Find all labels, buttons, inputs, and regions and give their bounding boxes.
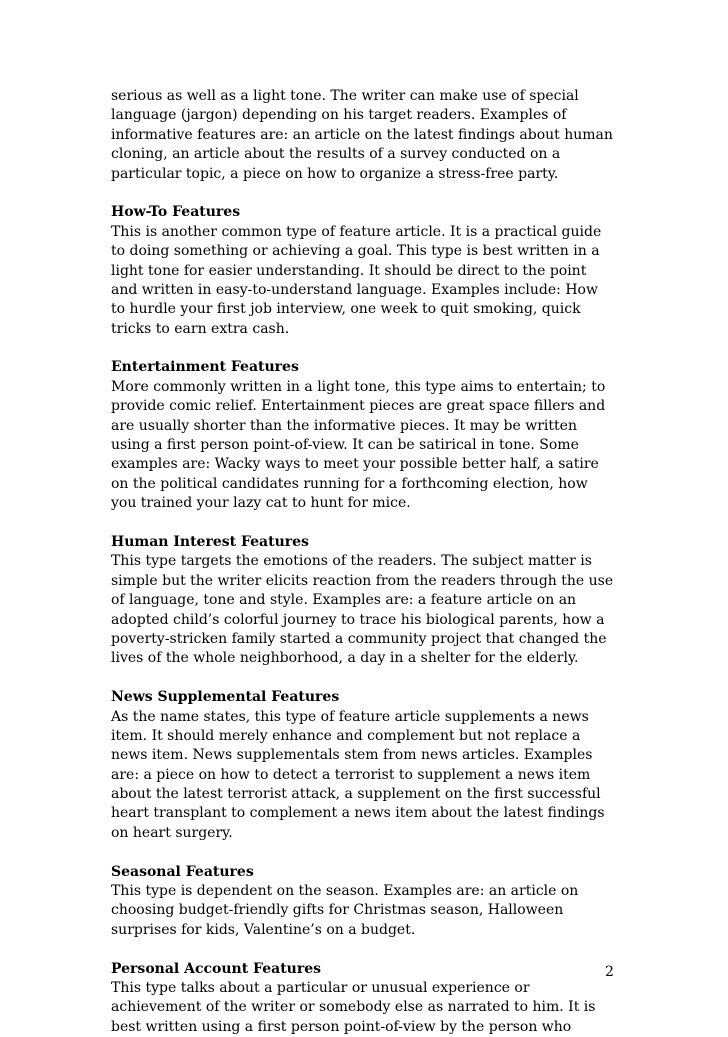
text-line: news item. News supplementals stem from news articles. Examples (111, 747, 593, 764)
text-line: As the name states, this type of feature article supplements a news (111, 708, 589, 725)
text-line: to doing something or achieving a goal. This type is best written in a (111, 243, 600, 260)
text-line: This type targets the emotions of the readers. The subject matter is (111, 553, 592, 570)
text-line: poverty-stricken family started a community project that changed the (111, 630, 607, 647)
section-paragraph (111, 223, 621, 339)
text-line: provide comic relief. Entertainment pieces are great space fillers and (111, 398, 606, 415)
section-heading: Entertainment Features (111, 359, 299, 376)
text-line: achievement of the writer or somebody else as narrated to him. It is (111, 999, 596, 1016)
section-paragraph (111, 979, 621, 1037)
section-personal-account (111, 960, 621, 1037)
text-line: choosing budget-friendly gifts for Christmas season, Halloween (111, 902, 564, 919)
text-line: examples are: Wacky ways to meet your possible better half, a satire (111, 456, 599, 473)
section-how-to (111, 203, 621, 339)
section-seasonal (111, 863, 621, 941)
section-news-supplemental (111, 688, 621, 843)
document-page (111, 87, 621, 1037)
text-line: heart transplant to complement a news item about the latest findings (111, 805, 605, 822)
text-line: simple but the writer elicits reaction from the readers through the use (111, 572, 614, 589)
text-line: are usually shorter than the informative pieces. It may be written (111, 417, 577, 434)
text-line: on heart surgery. (111, 824, 233, 841)
section-heading: Seasonal Features (111, 863, 254, 880)
section-paragraph (111, 882, 621, 940)
text-line: cloning, an article about the results of a survey conducted on a (111, 146, 561, 163)
section-entertainment (111, 358, 621, 513)
text-line: light tone for easier understanding. It should be direct to the point (111, 262, 587, 279)
text-line: tricks to earn extra cash. (111, 320, 290, 337)
section-heading: News Supplemental Features (111, 689, 340, 706)
text-line: More commonly written in a light tone, this type aims to entertain; to (111, 378, 606, 395)
text-line: item. It should merely enhance and complement but not replace a (111, 727, 581, 744)
text-line: are: a piece on how to detect a terrorist to supplement a news item (111, 766, 591, 783)
text-line: of language, tone and style. Examples are: a feature article on an (111, 592, 577, 609)
page-number: 2 (605, 964, 614, 980)
text-line: lives of the whole neighborhood, a day in a shelter for the elderly. (111, 650, 579, 667)
text-line: and written in easy-to-understand language. Examples include: How (111, 281, 598, 298)
text-line: best written using a first person point-of-view by the person who (111, 1018, 572, 1035)
text-line: This type is dependent on the season. Examples are: an article on (111, 883, 579, 900)
text-line: informative features are: an article on the latest findings about human (111, 126, 613, 143)
text-line: to hurdle your first job interview, one week to quit smoking, quick (111, 301, 581, 318)
text-line: adopted child’s colorful journey to trace his biological parents, how a (111, 611, 605, 628)
text-line: surprises for kids, Valentine’s on a budget. (111, 921, 416, 938)
text-line: This is another common type of feature article. It is a practical guide (111, 223, 602, 240)
intro-paragraph (111, 87, 621, 184)
text-line: using a first person point-of-view. It can be satirical in tone. Some (111, 437, 579, 454)
text-line: serious as well as a light tone. The writer can make use of special (111, 88, 579, 104)
section-heading: Personal Account Features (111, 960, 322, 977)
section-paragraph (111, 552, 621, 668)
section-heading: How-To Features (111, 204, 241, 221)
text-line: particular topic, a piece on how to organize a stress-free party. (111, 165, 559, 182)
section-heading: Human Interest Features (111, 533, 309, 550)
text-line: language (jargon) depending on his target readers. Examples of (111, 107, 567, 124)
text-line: This type talks about a particular or unusual experience or (111, 979, 530, 996)
text-line: on the political candidates running for a forthcoming election, how (111, 475, 588, 492)
section-human-interest (111, 533, 621, 669)
text-line: about the latest terrorist attack, a supplement on the first successful (111, 786, 601, 803)
text-line: you trained your lazy cat to hunt for mice. (111, 495, 411, 512)
section-paragraph (111, 378, 621, 514)
section-paragraph (111, 708, 621, 844)
